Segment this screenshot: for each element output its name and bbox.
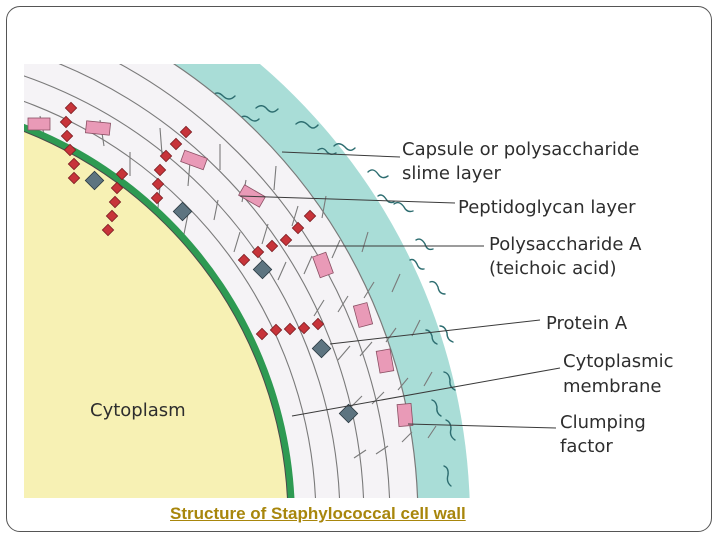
label-membrane-line2: membrane <box>563 376 662 397</box>
label-clumping-line1: Clumping <box>560 412 646 433</box>
label-peptidoglycan: Peptidoglycan layer <box>458 197 636 218</box>
figure-caption[interactable]: Structure of Staphylococcal cell wall <box>170 504 466 523</box>
label-polysaccharide-line1: Polysaccharide A <box>489 234 642 255</box>
label-capsule-line1: Capsule or polysaccharide <box>402 139 640 160</box>
label-cytoplasm: Cytoplasm <box>90 400 186 421</box>
label-polysaccharide-line2: (teichoic acid) <box>489 258 617 279</box>
label-membrane-line1: Cytoplasmic <box>563 351 674 372</box>
label-capsule-line2: slime layer <box>402 163 501 184</box>
label-protein-a: Protein A <box>546 313 628 334</box>
label-clumping-line2: factor <box>560 436 613 457</box>
